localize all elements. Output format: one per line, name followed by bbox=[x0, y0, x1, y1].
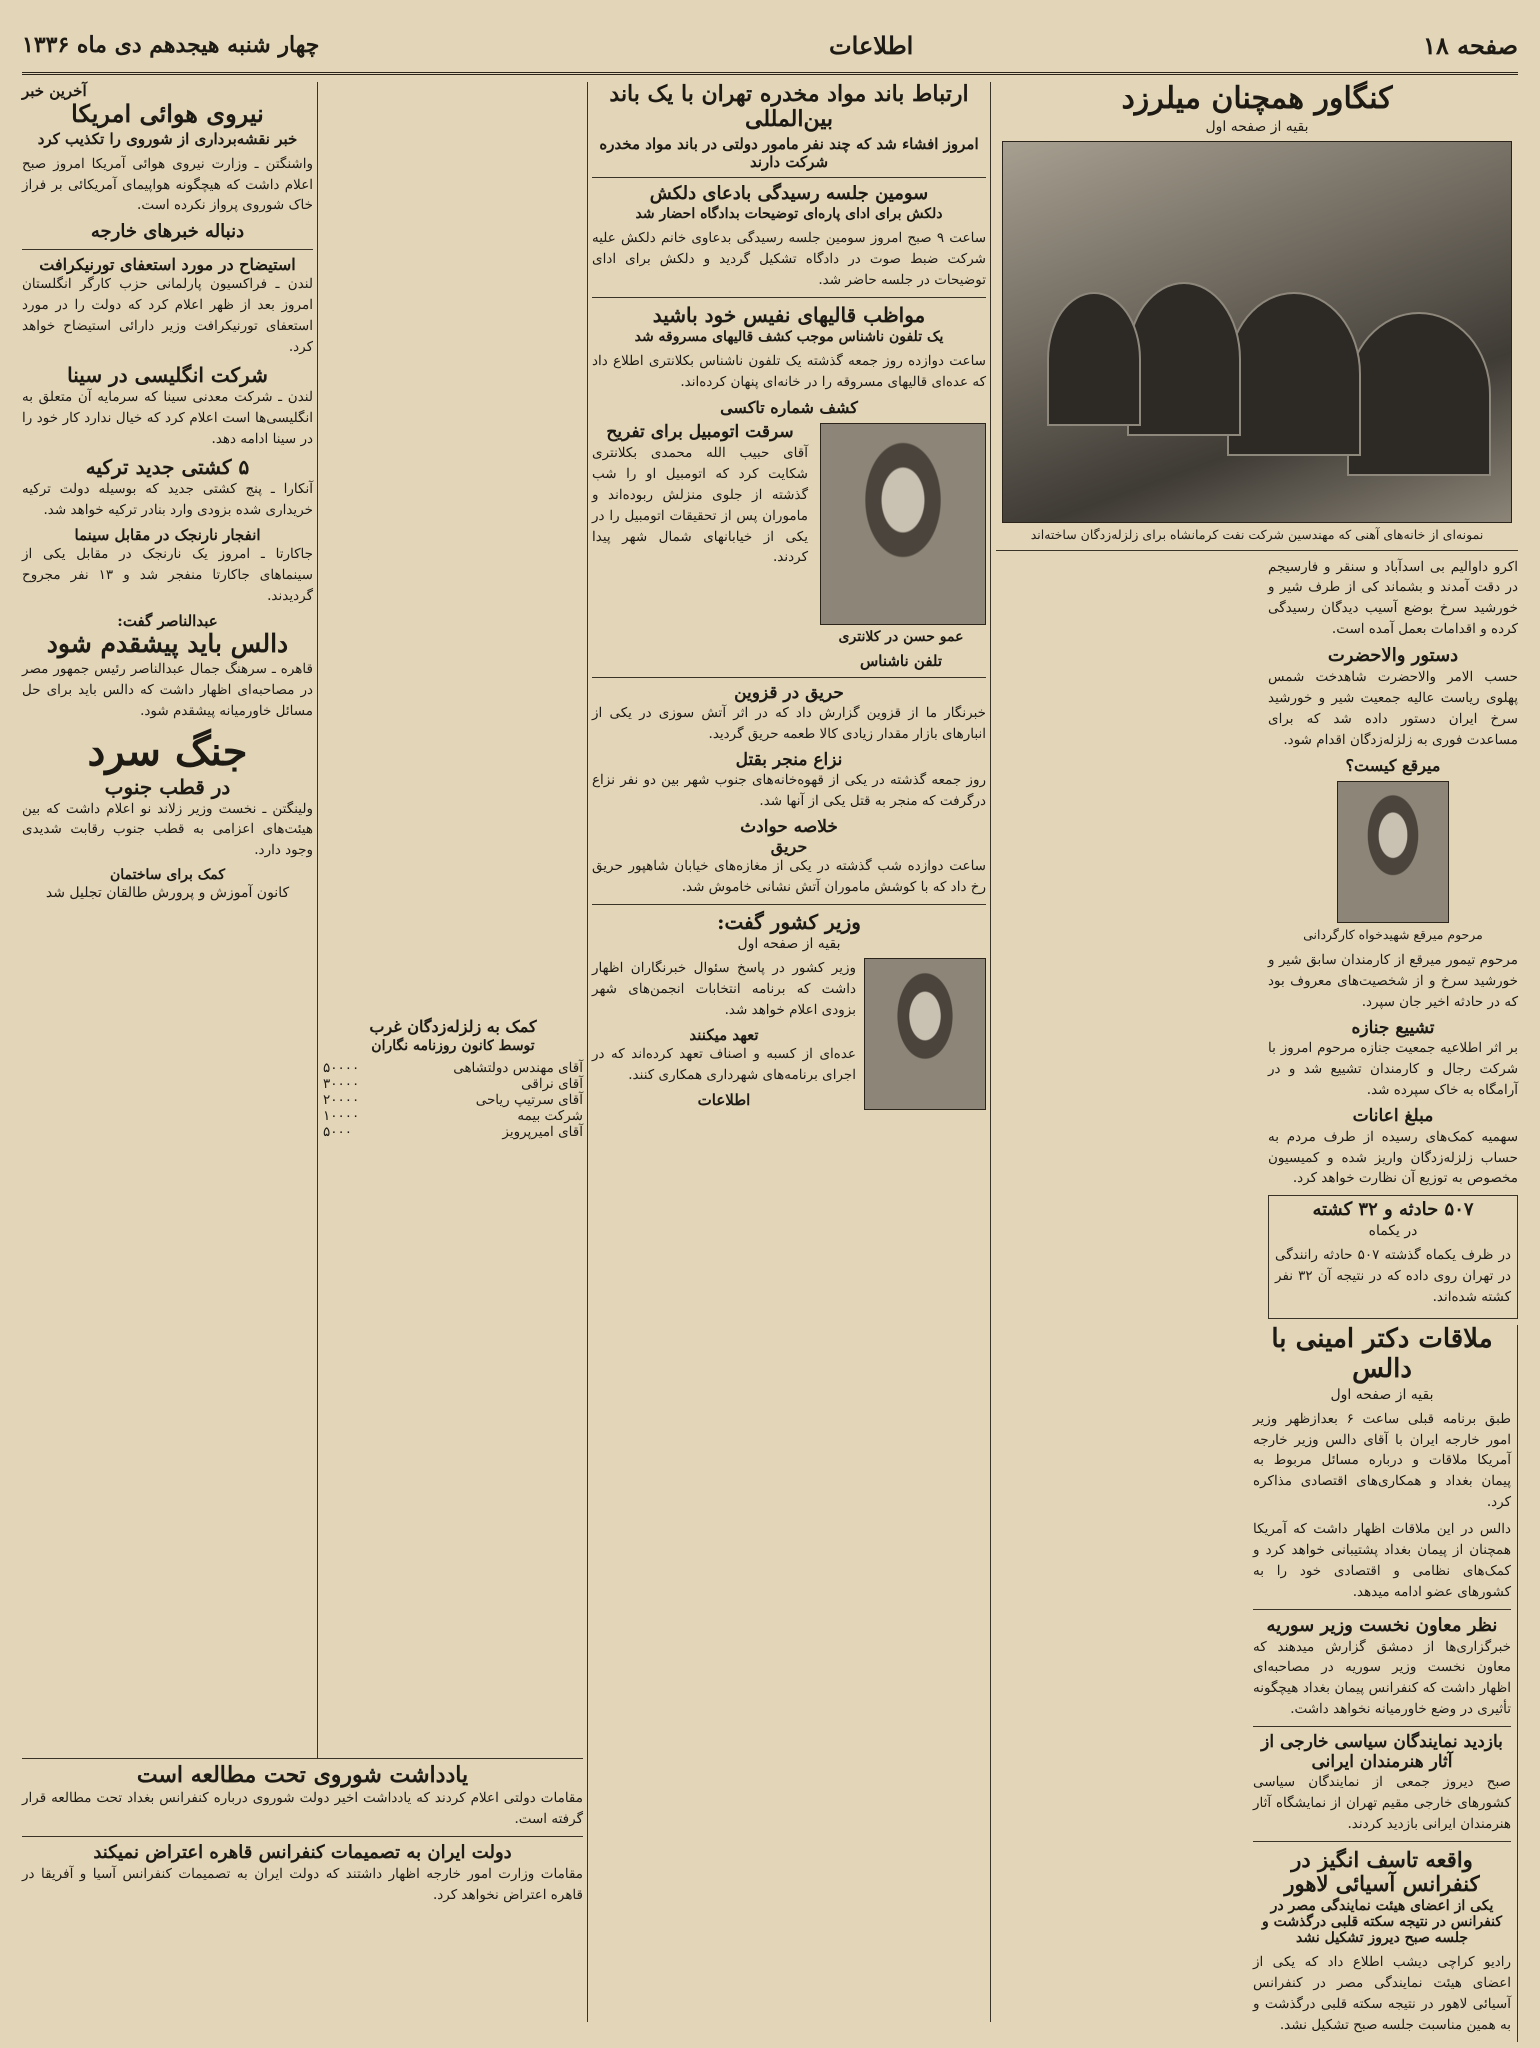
story-text: واشنگتن ـ وزارت نیروی هوائی آمریکا امروز صبح اعلام داشت که هیچگونه هواپیمای آمریکائی بر فراز خاک شوروی پرواز نکرده است. bbox=[22, 155, 313, 214]
story-text: ساعت دوازده شب گذشته در یکی از مغازه‌های خیابان شاهپور حریق رخ داد که با کوشش ماموران آتش نشانی خاموش شد. bbox=[592, 858, 986, 896]
headline-syria: نظر معاون نخست وزیر سوریه bbox=[1266, 1614, 1498, 1636]
text-block bbox=[592, 958, 856, 1110]
donation-row bbox=[323, 1060, 583, 1076]
continuation-note: بقیه از صفحه اول bbox=[737, 936, 841, 953]
subhead-drugs: امروز افشاء شد که چند نفر مامور دولتی در باند مواد مخدره شرکت دارند bbox=[599, 134, 979, 171]
column-middle bbox=[592, 82, 986, 2022]
headline-etelaat: اطلاعات bbox=[697, 1090, 751, 1109]
donation-row bbox=[323, 1076, 583, 1092]
donation-amount: ۳۰۰۰۰ bbox=[323, 1076, 360, 1093]
portrait-caption: مرحوم میرقع شهیدخواه کارگردانی bbox=[1303, 926, 1483, 942]
story-text: اکرو داوالیم بی اسدآباد و سنقر و فارسیجم در دقت آمدند و بشماند کی از طرف شیر و خورشید سرخ بوضع آسیب دیدگان رسیدگی کرده و اقدامات بعمل آمده است. bbox=[1268, 558, 1518, 638]
paper-name: اطلاعات bbox=[829, 30, 914, 60]
subhead-carpets: یک تلفون ناشناس موجب کشف قالیهای مسروقه شد bbox=[634, 329, 944, 346]
headline-turkey: ۵ کشتی جدید ترکیه bbox=[85, 454, 250, 479]
sub-column bbox=[1260, 557, 1518, 1325]
divider bbox=[22, 1836, 583, 1837]
latest-news-label: آخرین خبر bbox=[22, 82, 87, 100]
headline-soviet-note: یادداشت شوروی تحت مطالعه است bbox=[136, 1762, 469, 1788]
story-text: مقامات دولتی اعلام کردند که یادداشت اخیر دولت شوروی درباره کنفرانس بغداد تحت مطالعه قرار گرفته است. bbox=[22, 1790, 583, 1828]
hut-shape bbox=[1047, 292, 1141, 426]
story-text: روز جمعه گذشته در یکی از قهوه‌خانه‌های جنوب شهر بین دو نفر نزاع درگرفت که منجر به قتل یکی از آنها شد. bbox=[592, 772, 986, 810]
subhead-usaf: خبر نقشه‌برداری از شوروی را تکذیب کرد bbox=[37, 129, 298, 148]
text-block bbox=[592, 423, 808, 670]
story-text: صبح دیروز جمعی از نمایندگان سیاسی کشورهای خارجی مقیم تهران از نمایشگاه آثار هنرمندان ایرانی بازدید کردند. bbox=[1253, 1774, 1511, 1833]
divider bbox=[592, 177, 986, 178]
headline-kangavar: کنگاور همچنان میلرزد bbox=[1121, 81, 1393, 116]
question-title: میرقع کیست؟ bbox=[1345, 755, 1441, 775]
donor-name: آقای امیرپرویز bbox=[502, 1124, 583, 1141]
headline-car-theft: سرقت اتومبیل برای تفریح bbox=[606, 422, 794, 443]
headline-minister: وزیر کشور گفت: bbox=[717, 910, 861, 935]
continuation-note: بقیه از صفحه اول bbox=[1330, 1386, 1434, 1403]
aid-title: مبلغ اعانات bbox=[1352, 1106, 1434, 1127]
story-text: خبرنگار ما از قزوین گزارش داد که در اثر آتش سوزی در یکی از انبارهای بازار مقدار زیادی کالا طعمه حریق گردید. bbox=[592, 705, 986, 742]
headline-fire2: حریق bbox=[770, 836, 808, 856]
divider bbox=[592, 677, 986, 678]
headline-tahod: تعهد میکنند bbox=[689, 1025, 759, 1044]
headline-drugs: ارتباط باند مواد مخدره تهران با یک باند بین‌المللی bbox=[609, 81, 969, 133]
donation-row bbox=[323, 1092, 583, 1108]
story-text: وزیر کشور در پاسخ سئوال خبرنگاران اظهار داشت که برنامه انتخابات انجمن‌های شهر بزودی اعلام خواهد شد. bbox=[592, 960, 856, 1018]
story-text: لندن ـ فراکسیون پارلمانی حزب کارگر انگلستان امروز بعد از ظهر اعلام کرد که دولت را در مورد استعفای تورنیکرافت وزیر دارائی استیضاح خواهد کرد. bbox=[22, 276, 313, 356]
page-header bbox=[22, 18, 1518, 75]
donation-amount: ۱۰۰۰۰ bbox=[323, 1108, 360, 1125]
story-text: ولینگتن ـ نخست وزیر زلاند نو اعلام داشت که بین هیئت‌های اعزامی به قطب جنوب رقابت شدیدی وجود دارد. bbox=[22, 800, 313, 859]
headline-usaf: نیروی هوائی امریکا bbox=[71, 99, 264, 128]
divider bbox=[592, 904, 986, 905]
headline-dulles-lead: دالس باید پیشقدم شود bbox=[46, 629, 289, 658]
donor-name: شرکت بیمه bbox=[517, 1108, 583, 1125]
photo-minister bbox=[864, 958, 986, 1110]
photo-block bbox=[816, 423, 986, 670]
burial-text: بر اثر اطلاعیه جمعیت جنازه مرحوم امروز با شرکت رجال و کارمندان تشییع شد و در آرامگاه به خاک سپرده شد. bbox=[1268, 1040, 1518, 1099]
story-text: ساعت دوازده روز جمعه گذشته یک تلفون ناشناس بکلانتری اطلاع داد که عده‌ای قالیهای مسروقه را در خانه‌ای پنهان کرده‌اند. bbox=[592, 353, 986, 390]
divider bbox=[1253, 1726, 1511, 1727]
donation-amount: ۲۰۰۰۰ bbox=[323, 1092, 360, 1109]
story-text: عده‌ای از کسبه و اصناف تعهد کرده‌اند که در اجرای برنامه‌های شهرداری همکاری کنند. bbox=[592, 1046, 856, 1084]
photo-row bbox=[592, 423, 986, 670]
hut-shape bbox=[1227, 292, 1361, 456]
subhead-cold-war: در قطب جنوب bbox=[104, 774, 231, 799]
donation-amount: ۵۰۰۰ bbox=[323, 1124, 353, 1141]
headline-nasser: عبدالناصر گفت: bbox=[117, 611, 218, 630]
column-right bbox=[996, 81, 1518, 2034]
story-text: خبرگزاری‌ها از دمشق گزارش میدهند که معاون نخست وزیر سوریه در مصاحبه‌ای اظهار داشت که کنفرانس پیمان بغداد هیچگونه تأثیری در وضع خاورمیانه نخواهد داشت. bbox=[1253, 1638, 1511, 1718]
donation-row bbox=[323, 1108, 583, 1124]
headline-summary: خلاصه حوادث bbox=[740, 817, 838, 838]
soviet-note-block bbox=[22, 1758, 583, 2024]
column-rule bbox=[587, 82, 588, 2022]
headline-iran-objection: دولت ایران به تصمیمات کنفرانس قاهره اعتراض نمیکند bbox=[93, 1842, 512, 1864]
donations-sub: توسط کانون روزنامه نگاران bbox=[371, 1038, 535, 1055]
headline-lahore: واقعه تاسف انگیز در کنفرانس آسیائی لاهور bbox=[1284, 1847, 1480, 1897]
headline-sinai: شرکت انگلیسی در سینا bbox=[67, 363, 268, 388]
story-text: آنکارا ـ پنج کشتی جدید که بوسیله دولت ترکیه خریداری شده بزودی وارد بنادر ترکیه خواهد شد. bbox=[22, 480, 313, 518]
question-text: مرحوم تیمور میرقع از کارمندان سابق شیر و خورشید سرخ و از شخصیت‌های معروف بود که در حادثه اخیر جان سپرد. bbox=[1268, 951, 1518, 1010]
story-text: دالس در این ملاقات اظهار داشت که آمریکا همچنان از پیمان بغداد پشتیبانی خواهد کرد و کمک‌های نظامی و اقتصادی خود را به کشورهای عضو ادامه میدهد. bbox=[1253, 1521, 1511, 1600]
story-text: قاهره ـ سرهنگ جمال عبدالناصر رئیس جمهور مصر در مصاحبه‌ای اظهار داشت که دالس باید برای حل مسائل خاورمیانه پیشقدم شود. bbox=[22, 660, 313, 719]
hut-shape bbox=[1347, 312, 1491, 476]
headline-phone: تلفن ناشناس bbox=[859, 652, 943, 671]
headline-diplomats: بازدید نمایندگان سیاسی خارجی از آثار هنرمندان ایرانی bbox=[1261, 1732, 1503, 1772]
accident-text: در ظرف یکماه گذشته ۵۰۷ حادثه رانندگی در تهران روی داده که در نتیجه آن ۳۲ نفر کشته شده‌اند. bbox=[1275, 1247, 1511, 1305]
headline-qazvin-fire: حریق در قزوین bbox=[734, 682, 844, 703]
column-rule bbox=[990, 82, 991, 2022]
accident-box bbox=[1268, 1195, 1518, 1318]
divider bbox=[996, 550, 1518, 551]
accident-sub: در یکماه bbox=[1368, 1223, 1418, 1240]
headline-dispute: نزاع منجر بقتل bbox=[735, 749, 843, 770]
subhead-lahore: یکی از اعضای هیئت نمایندگی مصر در کنفرانس در نتیجه سکته قلبی درگذشت و جلسه صبح دیروز تشکیل نشد bbox=[1261, 1898, 1503, 1947]
subhead-aid: کانون آموزش و پرورش طالقان تجلیل شد bbox=[45, 885, 290, 902]
donations-title: کمک به زلزله‌زدگان غرب bbox=[369, 1017, 537, 1036]
headline-amini-dulles: ملاقات دکتر امینی با دالس bbox=[1271, 1323, 1493, 1384]
divider bbox=[592, 297, 986, 298]
donor-name: آقای سرتیپ ریاحی bbox=[475, 1092, 583, 1109]
issue-date: چهار شنبه هیجدهم دی ماه ۱۳۳۶ bbox=[22, 32, 320, 58]
burial-title: تشییع جنازه bbox=[1351, 1017, 1435, 1038]
story-text: رادیو کراچی دیشب اطلاع داد که یکی از اعضای هیئت نمایندگی مصر در کنفرانس آسیائی لاهور در نتیجه سکته قلبی درگذشت و به همین مناسبت جلسه صبح تشکیل نشد. bbox=[1253, 1954, 1511, 2034]
headline-thorneycroft: استیضاح در مورد استعفای تورنیکرافت bbox=[39, 255, 296, 275]
photo-caption: نمونه‌ای از خانه‌های آهنی که مهندسین شرکت نفت کرمانشاه برای زلزله‌زدگان ساخته‌اند bbox=[1030, 526, 1484, 542]
divider bbox=[1253, 1609, 1511, 1610]
story-text: لندن ـ شرکت معدنی سینا که سرمایه آن متعلق به انگلیسی‌ها است اعلام کرد که خیال ندارد کار خود را در سینا ادامه دهد. bbox=[22, 389, 313, 447]
minister-row bbox=[592, 958, 986, 1110]
story2-text: حسب الامر والاحضرت شاهدخت شمس پهلوی ریاست عالیه جمعیت شیر و خورشید سرخ ایران دستور داده شد که برای مساعدت فوری به زلزله‌زدگان اقدام شود. bbox=[1268, 668, 1518, 748]
headline-cold-war: جنگ سرد bbox=[87, 727, 248, 775]
photo-iron-houses bbox=[1002, 141, 1512, 523]
story2-title: دستور والاحضرت bbox=[1327, 645, 1459, 667]
newspaper-page bbox=[22, 18, 1518, 2034]
sub-column bbox=[1253, 1325, 1518, 2042]
accident-title: ۵۰۷ حادثه و ۳۲ کشته bbox=[1312, 1199, 1474, 1221]
photo-caption: عمو حسن در کلانتری bbox=[838, 629, 964, 646]
continuation-note: بقیه از صفحه اول bbox=[1205, 118, 1309, 135]
headline-aid: کمک برای ساختمان bbox=[109, 867, 226, 884]
aid-text: سهمیه کمک‌های رسیده از طرف مردم به حساب زلزله‌زدگان واریز شده و کمیسیون مخصوص به توزیع آن نظارت خواهد کرد. bbox=[1268, 1128, 1518, 1187]
story-text: جاکارتا ـ امروز یک نارنجک در مقابل یکی از سینماهای جاکارتا منفجر شد و ۱۳ نفر مجروح گردیدند. bbox=[22, 545, 313, 604]
divider bbox=[1253, 1841, 1511, 1842]
story-text: مقامات وزارت امور خارجه اظهار داشتند که دولت ایران به تصمیمات کنفرانس آسیا و آفریقا در قاهره اعتراض نخواهد کرد. bbox=[22, 1865, 583, 1903]
headline-grenade: انفجار نارنجک در مقابل سینما bbox=[74, 525, 261, 544]
subhead-delkash: دلکش برای ادای پاره‌ای توضیحات بدادگاه احضار شد bbox=[635, 206, 943, 223]
column-left bbox=[22, 82, 313, 2022]
story-text: ساعت ۹ صبح امروز سومین جلسه رسیدگی بدعاوی خانم دلکش علیه شرکت ضبط صوت در دادگاه تشکیل گردید و دلکش برای ادای توضیحات در جلسه حاضر شد. bbox=[592, 230, 987, 289]
photo-amu-hassan bbox=[820, 423, 986, 625]
headline-carpets: مواظب قالیهای نفیس خود باشید bbox=[652, 303, 926, 328]
page-number: صفحه ۱۸ bbox=[1422, 30, 1518, 60]
story-text: طبق برنامه قبلی ساعت ۶ بعدازظهر وزیر امور خارجه ایران با آقای دالس وزیر خارجه آمریکا ملاقات و درباره مسائل مربوط به پیمان بغداد و همکاری‌های اقتصادی مذاکره کرد. bbox=[1253, 1410, 1511, 1511]
story-text: آقای حبیب الله محمدی بکلانتری شکایت کرد که اتومبیل او را شب گذشته از جلوی منزلش ربوده‌اند و ماموران پس از تحقیقات اتومبیل را در یکی از خیابانهای شمال شهر پیدا کردند. bbox=[592, 444, 808, 566]
donation-amount: ۵۰۰۰۰ bbox=[323, 1060, 360, 1077]
column-rule bbox=[317, 82, 318, 2022]
donation-row bbox=[323, 1124, 583, 1140]
donor-name: آقای مهندس دولتشاهی bbox=[453, 1060, 583, 1077]
donor-name: آقای نراقی bbox=[521, 1076, 583, 1093]
divider bbox=[22, 249, 313, 250]
headline-taxi: کشف شماره تاکسی bbox=[720, 397, 858, 417]
donations-column bbox=[323, 1018, 583, 1438]
headline-delkash: سومین جلسه رسیدگی بادعای دلکش bbox=[649, 182, 929, 204]
portrait-photo bbox=[1337, 781, 1449, 923]
foreign-news-title: دنباله خبرهای خارجه bbox=[90, 221, 245, 243]
hut-shape bbox=[1127, 282, 1241, 436]
